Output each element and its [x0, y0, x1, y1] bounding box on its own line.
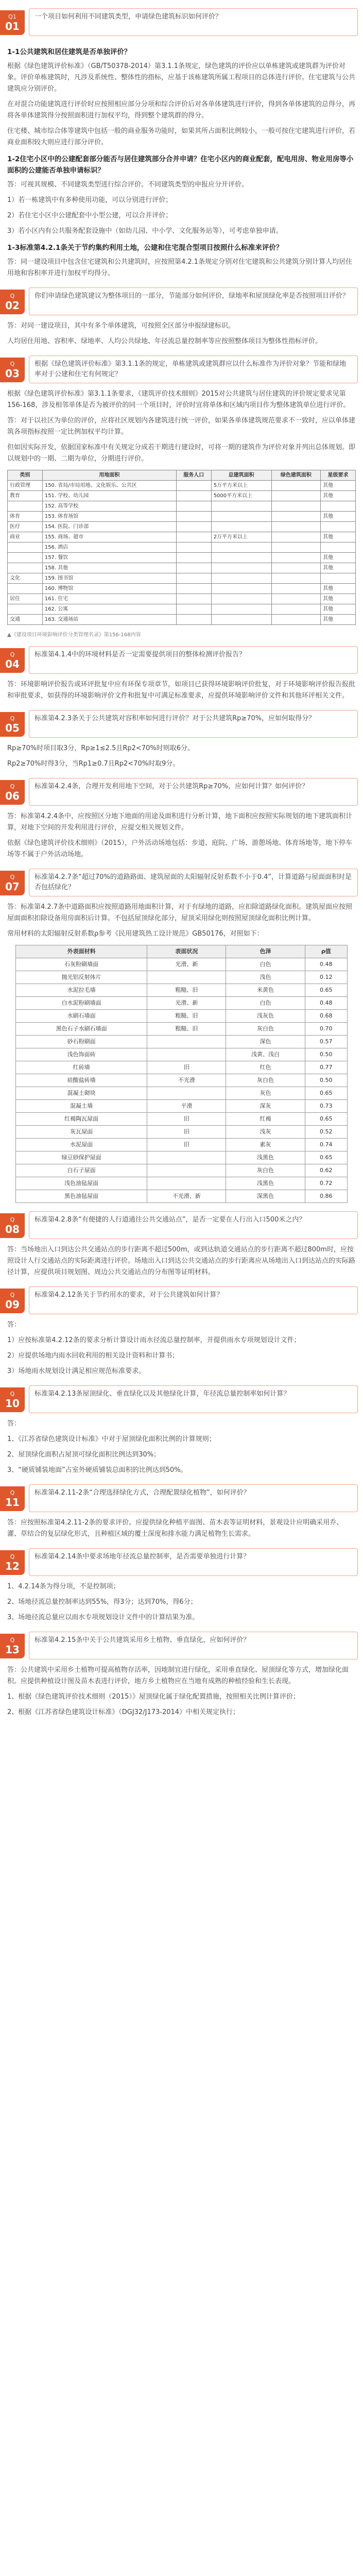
table-cell: 砂石粉刷面 [16, 1036, 147, 1048]
table-cell [271, 553, 321, 563]
table-cell: 交通 [8, 615, 43, 625]
table-cell: 162. 公寓 [42, 604, 176, 615]
answer-paragraph: 答： [7, 1420, 21, 1428]
table-row [16, 1113, 348, 1126]
table-cell [271, 501, 321, 512]
table-cell [271, 481, 321, 491]
table-cell: 浅黑色 [226, 1177, 305, 1190]
table-cell: 0.68 [305, 1010, 347, 1023]
table-cell: 0.73 [305, 1100, 347, 1113]
table-cell: 旧 [147, 1113, 226, 1126]
table-cell: 红褐 [226, 1113, 305, 1126]
table-cell [211, 522, 271, 532]
question-text: 标准第4.2.8条“有便捷的人行道通往公共交通站点”，是否一定要在人行出入口500米之内？ [29, 1211, 358, 1239]
table-cell [271, 563, 321, 573]
table-cell: 不光滑、新 [147, 1190, 226, 1203]
table-row [16, 1190, 348, 1203]
table-row [8, 522, 356, 532]
table-cell [147, 1048, 226, 1061]
table-row [8, 532, 356, 543]
table-cell: 白石子屋面 [16, 1164, 147, 1177]
table-cell [211, 584, 271, 594]
table-cell [211, 604, 271, 615]
table-cell: 光滑、新 [147, 958, 226, 971]
answer-paragraph: 2、根据《江苏省绿色建筑设计标准》（DGJ32/J173-2014）中相关规定执行； [7, 1708, 240, 1716]
question-text: 标准第4.2.14条中要求场地年径流总量控制率，是否需要单独进行计算？ [29, 1548, 358, 1576]
answer-11 [0, 1517, 363, 1540]
table-cell: 0.86 [305, 1190, 347, 1203]
table-cell [8, 553, 43, 563]
table-cell: 素灰 [226, 1139, 305, 1151]
table-cell [271, 615, 321, 625]
table-row [16, 1010, 348, 1023]
table-cell [176, 615, 211, 625]
answer-paragraph: 答：对于以社区为单位的评价，应将社区规划内各建筑进行统一评价，如果各单体建筑规范要求不一致时，应以单体建筑各项指标按照一定比例加权平均计算。 [7, 417, 356, 436]
table-cell [8, 584, 43, 594]
table-cell: 居住 [8, 594, 43, 604]
table-cell [321, 501, 356, 512]
table-row [8, 563, 356, 573]
table-cell: 旧 [147, 1061, 226, 1074]
question-tag: Q 04 [0, 648, 25, 673]
table-caption: ▲《建设项目环境影响评价分类管理名录》第156-168内容 [7, 632, 141, 638]
question-text: 标准第4.1.4中的环境材料是否一定需要提供项目的整体检测评价报告？ [29, 646, 358, 674]
table-row [16, 1087, 348, 1100]
table-cell: 157. 餐饮 [42, 553, 176, 563]
answer-paragraph: 1）应按标准第4.2.12条的要求分析计算设计雨水径流总量控制率，并提供雨水专项规划设计文件； [7, 1336, 301, 1344]
answer-paragraph: 1）若一栋建筑中有多种使用功能，可以分别进行评价； [7, 196, 172, 204]
table-header: 色泽 [226, 945, 305, 958]
question-tag: Q1 01 [0, 10, 25, 35]
answer-paragraph: 住宅楼、城市综合体等建筑中包括一般的商业服务功能时，如果其所占面积比例较小，一般可按住宅建筑进行评价，若商业面积较大则应进行部分评价。 [7, 127, 356, 146]
question-text: 一个项目如何利用不同建筑类型，申请绿色建筑标识如何评价？ [29, 8, 358, 36]
answer-subtitle: 1-3标准第4.2.1条关于节约集约利用土地，公建和住宅混合型项目按照什么标准来评价？ [7, 244, 283, 252]
table-cell: 159. 图书馆 [42, 573, 176, 584]
question-text: 标准第4.2.4条，合理开发利用地下空间，对于公共建筑Rp≥70%，应如何计算？如何评价？ [29, 778, 358, 806]
table-body [16, 958, 348, 1203]
table-cell: 0.12 [305, 971, 347, 984]
table-cell: 160. 博物馆 [42, 584, 176, 594]
table-cell: 0.50 [305, 1048, 347, 1061]
question-tag: Q 02 [0, 290, 25, 314]
question-text: 标准第4.2.3条关于公共建筑对容积率如何进行评价？对于公共建筑Rp≥70%，应如何取得分？ [29, 710, 358, 738]
table-row [8, 543, 356, 553]
table-body [8, 481, 356, 625]
answer-8 [0, 1244, 363, 1278]
table-header: 星级要求 [321, 470, 356, 481]
table-cell: 红色 [226, 1061, 305, 1074]
table-row [16, 997, 348, 1010]
question-tag: Q 05 [0, 712, 25, 737]
table-cell: 医疗 [8, 522, 43, 532]
table-cell [211, 615, 271, 625]
table-cell: 深色 [226, 1036, 305, 1048]
table-header: 外表面材料 [16, 945, 147, 958]
answer-paragraph: Rp≥70%时项目取3分，Rp≥1≤2.5且Rp2<70%时则取6分。 [7, 744, 194, 752]
table-cell [8, 543, 43, 553]
question-tag: Q 07 [0, 871, 25, 895]
table-cell: 5000平方米以上 [211, 491, 271, 501]
table-cell [176, 481, 211, 491]
table-cell: 体育 [8, 512, 43, 522]
table-cell [176, 584, 211, 594]
table-cell [271, 522, 321, 532]
table-row [8, 573, 356, 584]
table-cell: 灰瓦屋面 [16, 1126, 147, 1139]
table-cell: 文化 [8, 573, 43, 584]
table-cell: 其他 [321, 563, 356, 573]
table-cell: 光滑、新 [147, 997, 226, 1010]
table-cell [271, 512, 321, 522]
answer-paragraph: 在对混合功能建筑进行评价时应按照相应部分分项和综合评价后对各单体建筑进行评价，得到各单体建筑的总得分，再将各单体建筑得分按照面积进行加权平均，得到整个建筑群的得分。 [7, 100, 356, 120]
table-cell [211, 543, 271, 553]
table-cell: 浅黄、浅白 [226, 1048, 305, 1061]
question-tag: Q 03 [0, 358, 25, 382]
table-cell [211, 594, 271, 604]
answer-paragraph: 3、“硬质铺装地面”占室外硬质铺装总面积的比例达到50%。 [7, 1466, 187, 1474]
table-cell [176, 573, 211, 584]
question-block-9 [0, 1285, 363, 1319]
question-tag: Q 11 [0, 1486, 25, 1511]
table-row [16, 1100, 348, 1113]
answer-paragraph: 2）应提供场地内雨水回收利用的相关设计资料和计算书； [7, 1352, 179, 1360]
table-cell: 浅色 [226, 971, 305, 984]
answer-paragraph: 1、《江苏省绿色建筑设计标准》中对于屋顶绿化面积比例的计算规则； [7, 1435, 216, 1443]
table-cell [211, 512, 271, 522]
question-block-12 [0, 1547, 363, 1581]
table-cell: 0.50 [305, 1074, 347, 1087]
table-cell [176, 512, 211, 522]
table-cell: 0.62 [305, 1164, 347, 1177]
table-cell: 抛光铝反射体片 [16, 971, 147, 984]
answer-paragraph: 答：同一建设项目中包含住宅建筑和公共建筑时，应按照第4.2.1条规定分别对住宅建筑和公共建筑分别计算人均居住用地和容积率并进行加权平均得分。 [7, 258, 353, 277]
table-cell: 白色 [226, 997, 305, 1010]
answer-paragraph: 答：应按照标准第4.2.11-2条的要求评价。应提供绿化种植平面图、苗木表等证明材料，景观设计应明确采用乔、灌、草结合的复层绿化形式，且种植区域的覆土深度和排水能力满足植物生长需求。 [7, 1519, 343, 1538]
table-row [16, 1048, 348, 1061]
table-cell: 5万平方米以上 [211, 481, 271, 491]
answer-10 [0, 1418, 363, 1476]
table-cell [211, 501, 271, 512]
table-row [8, 594, 356, 604]
table-cell: 旧 [147, 1126, 226, 1139]
table-cell: 灰白色 [226, 1164, 305, 1177]
question-tag: Q 09 [0, 1289, 25, 1313]
table-cell [271, 543, 321, 553]
question-text: 标准第4.2.15条中关于公共建筑采用乡土植物、垂直绿化，应如何评价？ [29, 1632, 358, 1659]
table-cell: 0.65 [305, 1113, 347, 1126]
answer-paragraph: 常用材料的太阳辐射反射系数ρ参考《民用建筑热工设计规范》GB50176，对照如下： [7, 930, 264, 938]
table-cell [176, 553, 211, 563]
table-cell: 白色 [226, 958, 305, 971]
table-cell [176, 594, 211, 604]
table-cell: 水刷石墙面 [16, 1010, 147, 1023]
table-cell [211, 573, 271, 584]
table-row [16, 1023, 348, 1036]
table-cell [321, 522, 356, 532]
table-cell [176, 604, 211, 615]
table-header: 绿色建筑面积 [271, 470, 321, 481]
answer-paragraph: 2）若住宅小区中公建配套中小型公建，可以合并评价； [7, 212, 172, 219]
table-cell: 不光滑 [147, 1074, 226, 1087]
answer-paragraph: 3）场地雨水规划设计满足相应规范标准要求。 [7, 1367, 146, 1375]
table-row [16, 984, 348, 997]
table-cell: 粗糙、旧 [147, 984, 226, 997]
question-block-13 [0, 1631, 363, 1665]
table-cell: 其他 [321, 553, 356, 563]
table-row [16, 971, 348, 984]
table-cell: 150. 省局/市局用地、文化娱乐、公共区 [42, 481, 176, 491]
table-cell: 灰色 [226, 1087, 305, 1100]
answer-paragraph: 答：环境影响评价报告或环评批复中应有环保专项章节，如项目已获得环境影响评价批复，对于环境影响评价报告报批和审批要求，如获得的环境影响评价文件和批复中可满足标准要求，应提供环境影响评价文件和其他环评相关文件。 [7, 681, 356, 700]
table-cell: 平滑 [147, 1100, 226, 1113]
table-cell [271, 604, 321, 615]
table-row [16, 1177, 348, 1190]
table-header: 表面状况 [147, 945, 226, 958]
table-cell [176, 491, 211, 501]
answer-paragraph: 答：公共建筑中采用乡土植物可提高植物存活率，因地制宜进行绿化，采用垂直绿化、屋顶绿化等方式，增加绿化面积。应提供种植设计图及苗木表进行评价，地方乡土植物应在当地有成熟的种植经验和生长表现。 [7, 1666, 349, 1685]
table-cell: 旧 [147, 1139, 226, 1151]
table-cell: 浅黑色 [226, 1151, 305, 1164]
question-text: 标准第4.2.11-2条“合理选择绿化方式，合理配置绿化植物”，如何评价？ [29, 1484, 358, 1512]
question-block-11 [0, 1483, 363, 1517]
table-row [16, 1036, 348, 1048]
table-cell [176, 543, 211, 553]
table-row [16, 1074, 348, 1087]
table-cell: 黑色油毡屋面 [16, 1190, 147, 1203]
table-cell: 其他 [321, 532, 356, 543]
answer-1 [0, 46, 363, 279]
table-cell: 154. 医院、门诊部 [42, 522, 176, 532]
table-cell [147, 1177, 226, 1190]
table-cell [147, 971, 226, 984]
table-cell: 水泥屋面 [16, 1139, 147, 1151]
table-cell: 石灰粉刷墙面 [16, 958, 147, 971]
table-cell: 0.70 [305, 1023, 347, 1036]
table-cell: 粗糙、旧 [147, 1010, 226, 1023]
question-block-5 [0, 709, 363, 743]
table-cell [271, 594, 321, 604]
table-row [16, 1061, 348, 1074]
answer-paragraph: 3）若小区内有公共服务配套设施中（如幼儿园、中小学、文化服务站等），可考虑单独申请。 [7, 227, 283, 235]
table-cell: 浅灰色 [226, 1010, 305, 1023]
table-header: 类别 [8, 470, 43, 481]
table-cell: 155. 商场、超市 [42, 532, 176, 543]
table-cell: 浅色饰面砖 [16, 1048, 147, 1061]
table-cell: 0.72 [305, 1177, 347, 1190]
answer-7 [0, 902, 363, 940]
table-cell: 其他 [321, 512, 356, 522]
answer-subtitle: 1-2住宅小区中的公建配套部分能否与居住建筑部分合并申请？住宅小区内的商业配套，配电用房、物业用房等小面积的公建能否单独申请标识？ [7, 155, 354, 175]
table-cell: 163. 交通场站 [42, 615, 176, 625]
table-cell: 161. 住宅 [42, 594, 176, 604]
table-row [16, 1126, 348, 1139]
table-cell: 灰白色 [226, 1074, 305, 1087]
table-cell [147, 1151, 226, 1164]
table-cell: 其他 [321, 604, 356, 615]
table-cell [8, 604, 43, 615]
question-text: 你们申请绿色建筑建议为整体项目的一部分，节能部分如何评价，绿地率和屋顶绿化率是否按照项目评价？ [29, 287, 358, 315]
question-block-4 [0, 645, 363, 679]
table-row [8, 491, 356, 501]
table-cell [271, 532, 321, 543]
table-cell: 绿豆砂保护屋面 [16, 1151, 147, 1164]
table-cell: 浅灰 [226, 1126, 305, 1139]
answer-paragraph: 答：可视其规模、不同建筑类型进行综合评价。不同建筑类型的申报应分开评价。 [7, 181, 249, 189]
table-header: 总建筑面积 [211, 470, 271, 481]
table-row [16, 1164, 348, 1177]
question-tag: Q 10 [0, 1387, 25, 1412]
table-cell [8, 501, 43, 512]
table-cell: 白水泥粉刷墙面 [16, 997, 147, 1010]
table-row [16, 1151, 348, 1164]
answer-paragraph: 1、根据《绿色建筑评价技术细则（2015）》屋顶绿化属于绿化配置措施，按照相关比例计算评价； [7, 1693, 300, 1701]
table-cell [176, 501, 211, 512]
table-cell [176, 563, 211, 573]
table-row [8, 604, 356, 615]
table-cell: 0.65 [305, 1151, 347, 1164]
table-cell: 水泥拉毛墙 [16, 984, 147, 997]
table-cell: 商业 [8, 532, 43, 543]
question-text: 标准第4.2.12条关于节约用水的要求，对于公共建筑如何计算？ [29, 1286, 358, 1314]
table-cell: 2万平方米以上 [211, 532, 271, 543]
answer-paragraph: 答：标准第4.2.7条中道路面积应按照道路用地面积计算，对于有绿地的道路，应扣除道路绿化面积。建筑屋面应按照屋面面积扣除设备用房面积后计算。不包括屋顶绿化部分，屋顶采用绿化则按照屋顶绿化面积比例计算。 [7, 903, 353, 922]
question-tag: Q 08 [0, 1213, 25, 1238]
table-cell: 其他 [321, 584, 356, 594]
question-tag: Q 13 [0, 1634, 25, 1658]
answer-paragraph: 但如因实际开发，依据国家标准中有关规定分成若干期进行建设时，可将一期的建筑作为评价对象并列出总体规划。即以规划中的一期、二期为单位，分期进行评价。 [7, 444, 356, 463]
table-header: ρ值 [305, 945, 347, 958]
table-cell: 混凝土墙 [16, 1100, 147, 1113]
table-cell [321, 543, 356, 553]
answer-9 [0, 1319, 363, 1377]
question-tag: Q 12 [0, 1550, 25, 1575]
answer-subtitle: 1-1公共建筑和居住建筑是否单独评价？ [7, 48, 131, 56]
table-cell: 粗糙、旧 [147, 1023, 226, 1036]
project-category-table [7, 470, 356, 625]
table-cell [211, 563, 271, 573]
table-cell: 152. 高等学校 [42, 501, 176, 512]
answer-paragraph: 2、屋顶绿化面积占屋顶可绿化面积比例达到30%； [7, 1451, 161, 1459]
table-cell [8, 563, 43, 573]
table-row [16, 1139, 348, 1151]
table-cell: 其他 [321, 615, 356, 625]
table-cell: 红褐陶瓦屋面 [16, 1113, 147, 1126]
table-cell: 其他 [321, 491, 356, 501]
table-cell [271, 491, 321, 501]
answer-paragraph: 答：对同一建设项目，其中有多个单体建筑，可按照全区部分申报绿建标识。 [7, 322, 235, 330]
table-cell: 行政管理 [8, 481, 43, 491]
answer-5 [0, 743, 363, 770]
table-cell: 0.57 [305, 1036, 347, 1048]
table-cell: 红砖墙 [16, 1061, 147, 1074]
table-cell: 0.52 [305, 1126, 347, 1139]
solar-reflectance-table [15, 945, 348, 1203]
table-row [8, 615, 356, 625]
table-row [8, 553, 356, 563]
table-cell: 153. 体育场馆 [42, 512, 176, 522]
table-row [8, 501, 356, 512]
table-cell [176, 532, 211, 543]
table-cell [147, 1036, 226, 1048]
answer-3 [0, 388, 363, 465]
table-cell: 黑色石子水刷石墙面 [16, 1023, 147, 1036]
question-block-1 [0, 7, 363, 41]
table-row [16, 958, 348, 971]
table-row [8, 512, 356, 522]
table-cell: 0.65 [305, 1087, 347, 1100]
table-cell: 0.77 [305, 1061, 347, 1074]
question-text: 标准第4.2.13条屋顶绿化、垂直绿化以及其他绿化计算，年径流总量控制率如何计算？ [29, 1385, 358, 1413]
table-cell: 深灰 [226, 1100, 305, 1113]
question-block-7 [0, 868, 363, 902]
question-block-2 [0, 286, 363, 320]
answer-paragraph: 依据《绿色建筑评价技术细则》（2015），户外活动场地包括：步道、庭院、广场、游憩场地、体育场地等，地下停车场等不属于户外活动场地。 [7, 839, 353, 858]
question-block-8 [0, 1210, 363, 1244]
table-cell: 深黑色 [226, 1190, 305, 1203]
table-cell: 0.65 [305, 984, 347, 997]
answer-paragraph: 根据《绿色建筑评价标准》第3.1.1条要求，《建筑评价技术细则》2015对公共建筑与居住建筑的评价规定要求见第156-168，涉及相邻单体是否为被评价的同一个项目时，评价时宜将单体和区域内项目作为整体建筑单位进行评价。 [7, 390, 350, 409]
table-cell [271, 584, 321, 594]
answer-paragraph: Rp2≥70%时得3分，当Rp1≥0.7且Rp2<70%时取9分。 [7, 760, 180, 768]
table-cell: 教育 [8, 491, 43, 501]
table-cell: 0.74 [305, 1139, 347, 1151]
answer-paragraph: 2、场地径流总量控制率达到55%，得3分；达到70%，得6分； [7, 1598, 197, 1606]
answer-6 [0, 811, 363, 860]
table-cell: 浅色油毡屋面 [16, 1177, 147, 1190]
answer-4 [0, 679, 363, 702]
table-row [8, 584, 356, 594]
table-cell [271, 573, 321, 584]
table-row [8, 481, 356, 491]
table-cell: 硅酸盐砖墙 [16, 1074, 147, 1087]
table-cell: 0.48 [305, 997, 347, 1010]
table-header: 服务人口 [176, 470, 211, 481]
table-cell [211, 553, 271, 563]
table-cell [147, 1164, 226, 1177]
answer-12 [0, 1581, 363, 1623]
table-cell: 其他 [321, 481, 356, 491]
answer-paragraph: 3、场地径流总量应以雨水专项规划设计文件中的计算结果为准。 [7, 1614, 199, 1621]
table-cell [321, 573, 356, 584]
table-cell: 其他 [321, 594, 356, 604]
answer-2 [0, 320, 363, 347]
table-header: 用地面积 [42, 470, 176, 481]
question-block-6 [0, 777, 363, 811]
question-tag: Q 06 [0, 780, 25, 805]
answer-paragraph: 答：标准第4.2.4条中，应按照区分地下地面的用途及面积进行分析计算，地下面积应按照实际规划的地下建筑面积计算，对地下空间的开发利用进行评价，应提交相关规划文件。 [7, 812, 353, 832]
answer-paragraph: 答：当场地出入口到达公共交通站点的步行距离不超过500m，或到达轨道交通站点的步行距离不超过800m时，应按照设计人行交通站点的实际距离进行评价。场地出入口到达公共交通站点的步行距离应从场地出入口到达站点的实际路径计算，应提供项目规划图、周边公共交通站点的分布图等证明材料。 [7, 1246, 356, 1276]
question-block-10 [0, 1384, 363, 1418]
question-block-3 [0, 354, 363, 388]
table-cell: 0.48 [305, 958, 347, 971]
answer-paragraph: 人均居住用地、容积率、绿地率、人均公共绿地、年径流总量控制率等应按照整体项目为整体性指标评价。 [7, 337, 322, 345]
answer-paragraph: 答： [7, 1321, 21, 1329]
table-cell [176, 522, 211, 532]
question-text: 标准第4.2.7条“超过70%的道路路面、建筑屋面的太阳辐射反射系数不小于0.4”，计算道路与屋面面积时是否包括绿化？ [29, 869, 358, 896]
answer-paragraph: 1、4.2.14条为得分项，不是控制项； [7, 1583, 120, 1590]
table-cell: 156. 酒店 [42, 543, 176, 553]
table-cell: 米黄色 [226, 984, 305, 997]
answer-13 [0, 1665, 363, 1718]
table-cell: 灰白色 [226, 1023, 305, 1036]
answer-paragraph: 根据《绿色建筑评价标准》（GB/T50378-2014）第3.1.1条规定，绿色建筑的评价应以单栋建筑或建筑群为评价对象。评价单栋建筑时，凡涉及系统性、整体性的指标，应基于该栋建筑所属工程项目的总体进行评价。住宅建筑与公共建筑应分别评价。 [7, 62, 356, 93]
question-text: 根据《绿色建筑评价标准》第3.1.1条的规定，单栋建筑或建筑群应以什么标准作为评价对象？节能和绿地率对于公建和住宅有何规定？ [29, 355, 358, 383]
table-cell: 158. 其他 [42, 563, 176, 573]
table-cell: 混凝土砌块 [16, 1087, 147, 1100]
table-cell [147, 1087, 226, 1100]
table-cell: 151. 学校、幼儿园 [42, 491, 176, 501]
